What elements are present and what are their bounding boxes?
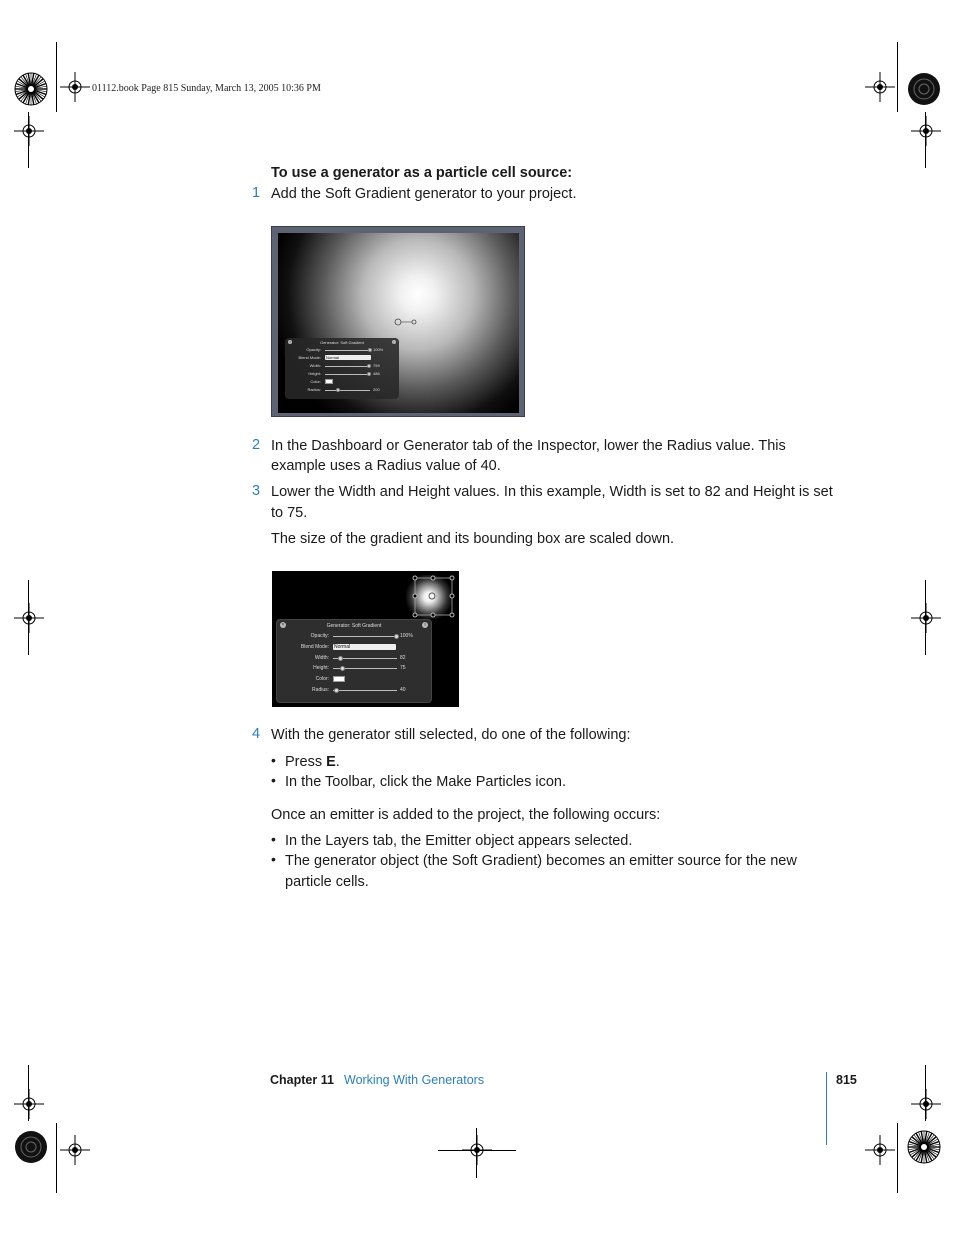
bullet: • bbox=[271, 831, 276, 847]
hud-title: Generator: Soft Gradient bbox=[326, 623, 382, 629]
step-number: 3 bbox=[252, 483, 261, 499]
hud-row-opacity bbox=[277, 633, 431, 643]
bullet: • bbox=[271, 752, 276, 768]
hud-value: 82 bbox=[400, 655, 406, 661]
crop-line bbox=[476, 1128, 477, 1178]
step-text-line: Lower the Width and Height values. In this example, Width is set to 82 and Height is set bbox=[271, 484, 833, 500]
crop-line bbox=[925, 580, 926, 655]
hud-row-radius bbox=[277, 687, 431, 697]
slider-knob[interactable] bbox=[367, 372, 371, 376]
hud-label: Width: bbox=[309, 363, 321, 368]
bullet: • bbox=[271, 772, 276, 788]
result-intro: Once an emitter is added to the project, the following occurs: bbox=[271, 807, 661, 823]
step-number: 2 bbox=[252, 437, 261, 453]
print-header: 01112.book Page 815 Sunday, March 13, 2005 10:36 PM bbox=[92, 83, 321, 94]
info-icon[interactable]: i bbox=[393, 340, 395, 344]
bounding-box-icon bbox=[410, 574, 458, 620]
crop-line bbox=[28, 1065, 29, 1121]
hud-row-height bbox=[277, 665, 431, 675]
crop-line bbox=[438, 1150, 516, 1151]
hud-value: 40 bbox=[400, 687, 406, 693]
color-swatch[interactable] bbox=[333, 676, 345, 682]
blend-mode-dropdown[interactable]: Normal bbox=[325, 355, 371, 360]
hud-label: Radius: bbox=[312, 687, 329, 693]
crosshair-mark-icon bbox=[14, 1089, 44, 1119]
screenshot-soft-gradient-small bbox=[272, 571, 459, 707]
footer-chapter-title: Working With Generators bbox=[344, 1073, 485, 1087]
hud-value: 100% bbox=[373, 347, 384, 352]
center-handle-icon bbox=[392, 317, 422, 327]
bullet-text: In the Toolbar, click the Make Particles icon. bbox=[285, 774, 567, 790]
crop-line bbox=[925, 1065, 926, 1121]
registration-starburst-icon bbox=[906, 71, 942, 107]
registration-starburst-icon bbox=[13, 1129, 49, 1165]
bullet-text: Press bbox=[285, 754, 327, 770]
crosshair-mark-icon bbox=[865, 1135, 895, 1165]
hud-label: Height: bbox=[308, 371, 321, 376]
hud-label: Opacity: bbox=[306, 347, 321, 352]
bullet: • bbox=[271, 851, 276, 867]
hud-row-blend-mode bbox=[285, 355, 399, 362]
crosshair-mark-icon bbox=[60, 72, 90, 102]
crosshair-mark-icon bbox=[911, 1089, 941, 1119]
blend-mode-dropdown[interactable]: Normal bbox=[333, 644, 396, 650]
step-text: With the generator still selected, do one of the following: bbox=[271, 727, 631, 743]
crop-line bbox=[925, 112, 926, 168]
width-slider[interactable] bbox=[325, 366, 370, 367]
hud-row-height bbox=[285, 371, 399, 378]
registration-starburst-icon bbox=[906, 1129, 942, 1165]
hud-row-width bbox=[277, 655, 431, 665]
hud-row-color bbox=[285, 379, 399, 386]
footer-chapter: Chapter 11 bbox=[270, 1073, 334, 1087]
hud-value: 75 bbox=[400, 665, 406, 671]
crop-line bbox=[897, 42, 898, 112]
crop-line bbox=[28, 580, 29, 655]
hud-label: Radius: bbox=[307, 387, 321, 392]
crop-line bbox=[897, 1123, 898, 1193]
opacity-slider[interactable] bbox=[333, 636, 397, 637]
slider-knob[interactable] bbox=[334, 688, 339, 693]
hud-row-opacity bbox=[285, 347, 399, 354]
bullet-text-press bbox=[285, 752, 340, 772]
step-number: 4 bbox=[252, 726, 261, 742]
hud-value: 200 bbox=[373, 387, 380, 392]
slider-knob[interactable] bbox=[336, 388, 340, 392]
step-text: Add the Soft Gradient generator to your project. bbox=[271, 186, 577, 202]
step-note: The size of the gradient and its bounding box are scaled down. bbox=[271, 531, 675, 547]
hud-value: 759 bbox=[373, 363, 380, 368]
height-slider[interactable] bbox=[325, 374, 370, 375]
crosshair-mark-icon bbox=[14, 116, 44, 146]
crop-line bbox=[28, 112, 29, 168]
bullet-text-line: particle cells. bbox=[285, 874, 369, 890]
hud-label: Blend Mode: bbox=[300, 644, 329, 650]
registration-starburst-icon bbox=[13, 71, 49, 107]
crop-line bbox=[56, 1123, 57, 1193]
hud-label: Color: bbox=[315, 676, 329, 682]
close-icon[interactable]: × bbox=[289, 340, 291, 344]
step-text-line: to 75. bbox=[271, 505, 308, 521]
crop-line bbox=[56, 42, 57, 112]
crosshair-mark-icon bbox=[911, 116, 941, 146]
hud-title: Generator: Soft Gradient bbox=[320, 340, 364, 345]
slider-knob[interactable] bbox=[338, 656, 343, 661]
slider-knob[interactable] bbox=[394, 634, 399, 639]
crosshair-mark-icon bbox=[14, 603, 44, 633]
slider-knob[interactable] bbox=[367, 364, 371, 368]
crosshair-mark-icon bbox=[865, 72, 895, 102]
hud-label: Opacity: bbox=[310, 633, 329, 639]
hud-value: 486 bbox=[373, 371, 380, 376]
close-icon[interactable]: × bbox=[281, 622, 285, 628]
screenshot-soft-gradient-large bbox=[271, 226, 525, 417]
procedure-title: To use a generator as a particle cell source: bbox=[271, 165, 573, 181]
key-label: E bbox=[326, 754, 336, 770]
hud-panel bbox=[285, 338, 399, 399]
radius-slider[interactable] bbox=[325, 390, 370, 391]
slider-knob[interactable] bbox=[340, 666, 345, 671]
hud-value: 100% bbox=[400, 633, 413, 639]
color-swatch[interactable] bbox=[325, 379, 333, 384]
hud-row-color bbox=[277, 676, 431, 686]
slider-knob[interactable] bbox=[368, 348, 372, 352]
hud-row-width bbox=[285, 363, 399, 370]
hud-row-blend-mode bbox=[277, 644, 431, 654]
step-text-line: example uses a Radius value of 40. bbox=[271, 458, 501, 474]
hud-row-radius bbox=[285, 387, 399, 394]
footer-rule bbox=[826, 1072, 827, 1145]
opacity-slider[interactable] bbox=[325, 350, 370, 351]
bullet-text: In the Layers tab, the Emitter object appears selected. bbox=[285, 833, 633, 849]
crosshair-mark-icon bbox=[911, 603, 941, 633]
hud-panel bbox=[276, 619, 432, 703]
crosshair-mark-icon bbox=[60, 1135, 90, 1165]
step-text-line: In the Dashboard or Generator tab of the Inspector, lower the Radius value. This bbox=[271, 438, 786, 454]
hud-label: Height: bbox=[313, 665, 329, 671]
info-icon[interactable]: i bbox=[422, 622, 428, 628]
hud-label: Width: bbox=[314, 655, 329, 661]
page-number: 815 bbox=[836, 1073, 857, 1087]
hud-label: Blend Mode: bbox=[298, 355, 321, 360]
step-number: 1 bbox=[252, 185, 261, 201]
bullet-text: . bbox=[335, 754, 340, 770]
radius-slider[interactable] bbox=[333, 690, 397, 691]
hud-label: Color: bbox=[310, 379, 321, 384]
bullet-text-line: The generator object (the Soft Gradient) becomes an emitter source for the new bbox=[285, 853, 797, 869]
